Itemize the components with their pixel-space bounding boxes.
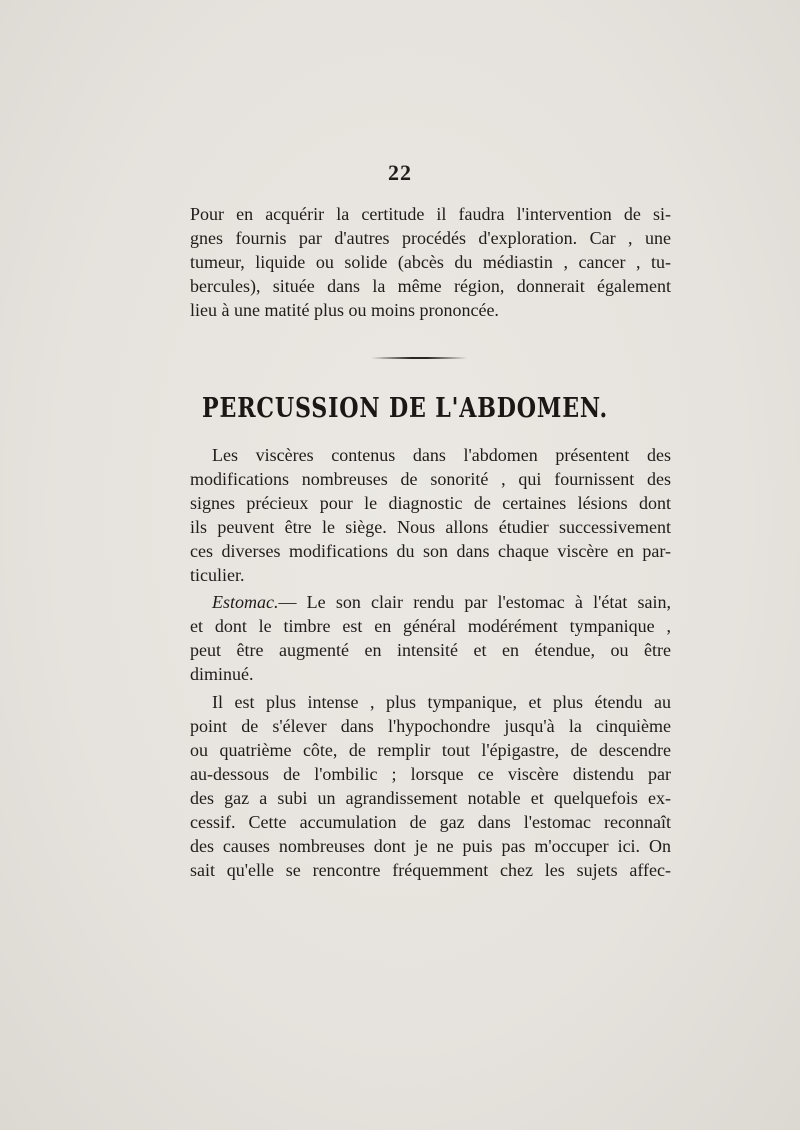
section-title: PERCUSSION DE L'ABDOMEN. — [202, 393, 609, 424]
text-line: ils peuvent être le siège. Nous allons étudier successivement — [190, 517, 671, 537]
subsection-term: Estomac. — [212, 592, 279, 612]
text-line: signes précieux pour le diagnostic de certaines lésions dont — [190, 493, 671, 513]
text-line: bercules), située dans la même région, donnerait également — [190, 276, 671, 296]
text-line: des causes nombreuses dont je ne puis pas m'occuper ici. On — [190, 836, 671, 856]
intro-paragraph — [190, 202, 671, 322]
text-line: diminué. — [190, 664, 254, 684]
text-line: point de s'élever dans l'hypochondre jusqu'à la cinquième — [190, 716, 671, 736]
paragraph-intensity — [190, 690, 671, 882]
text-line: ticulier. — [190, 565, 245, 585]
text-line: tumeur, liquide ou solide (abcès du médiastin , cancer , tu- — [190, 252, 671, 272]
text-line: ou quatrième côte, de remplir tout l'épigastre, de descendre — [190, 740, 671, 760]
text-line: sait qu'elle se rencontre fréquemment chez les sujets affec- — [190, 860, 671, 880]
text-line: modifications nombreuses de sonorité , qui fournissent des — [190, 469, 671, 489]
text-line: et dont le timbre est en général modérément tympanique , — [190, 616, 671, 636]
page-number: 22 — [388, 160, 412, 185]
paragraph-abdomen-intro — [190, 443, 671, 587]
text-line: peut être augmenté en intensité et en étendue, ou être — [190, 640, 671, 660]
text-line: ces diverses modifications du son dans chaque viscère en par- — [190, 541, 671, 561]
text-line: au-dessous de l'ombilic ; lorsque ce viscère distendu par — [190, 764, 671, 784]
text-line: gnes fournis par d'autres procédés d'exploration. Car , une — [190, 228, 671, 248]
text-line: lieu à une matité plus ou moins prononcée. — [190, 300, 499, 320]
text-line: cessif. Cette accumulation de gaz dans l'estomac reconnaît — [190, 812, 671, 832]
text-line: Pour en acquérir la certitude il faudra l'intervention de si- — [190, 204, 671, 224]
text-line — [190, 590, 671, 614]
section-divider — [371, 356, 467, 360]
text-line: des gaz a subi un agrandissement notable et quelquefois ex- — [190, 788, 671, 808]
paragraph-estomac — [190, 590, 671, 686]
text-line: Les viscères contenus dans l'abdomen présentent des — [212, 445, 671, 465]
text-run: — Le son clair rendu par l'estomac à l'état sain, — [278, 592, 671, 612]
text-line: Il est plus intense , plus tympanique, et plus étendu au — [212, 692, 671, 712]
